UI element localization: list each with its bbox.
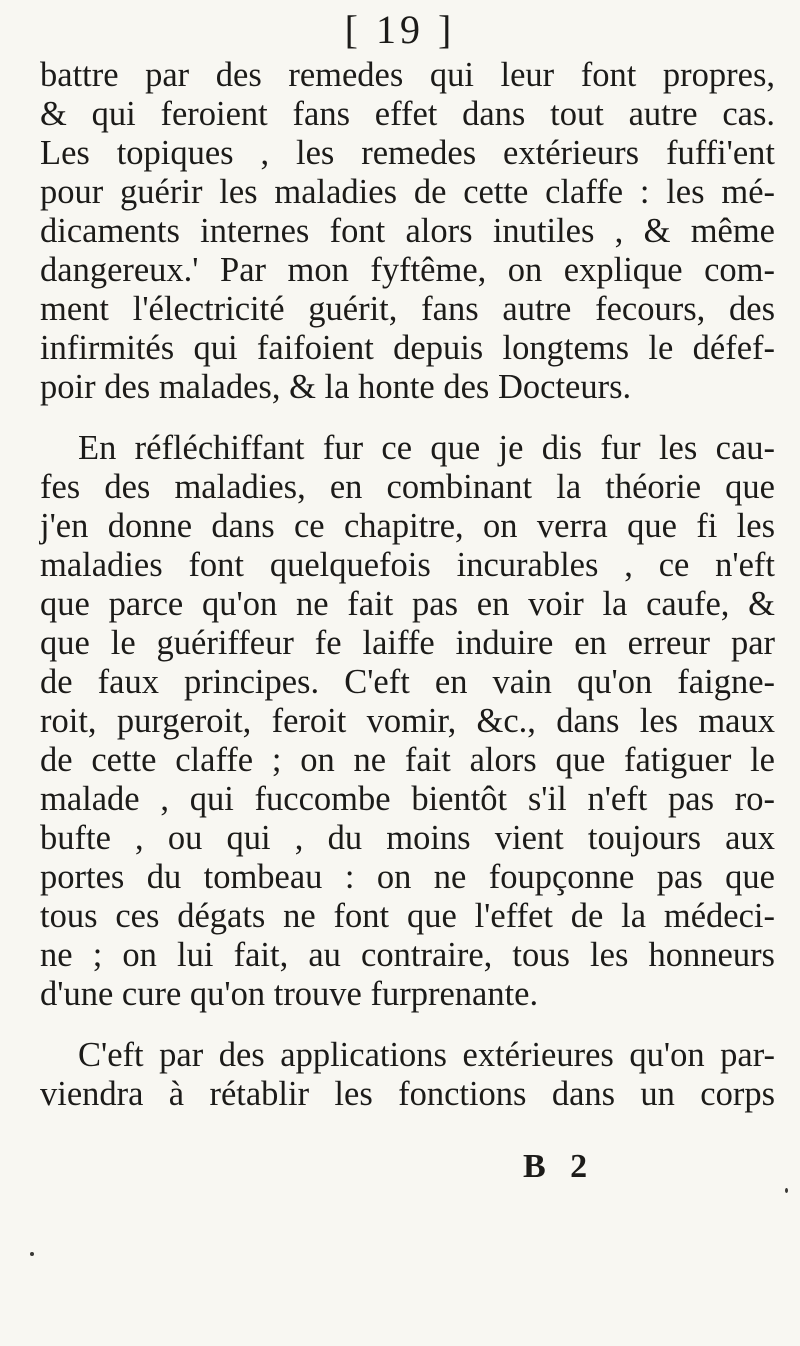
- text-line: infirmités qui faifoient depuis longtems le défef-: [40, 329, 775, 367]
- text-line: dangereux.' Par mon fyftême, on explique com-: [40, 251, 775, 289]
- text-line: portes du tombeau : on ne foupçonne pas que: [40, 858, 775, 896]
- text-line: tous ces dégats ne font que l'effet de la médeci-: [40, 897, 775, 935]
- text-line: dicaments internes font alors inutiles , & même: [40, 212, 775, 250]
- text-line: j'en donne dans ce chapitre, on verra que fi les: [40, 507, 775, 545]
- text-line: battre par des remedes qui leur font propres,: [40, 56, 775, 94]
- text-line: C'eft par des applications extérieures qu'on par-: [78, 1036, 775, 1074]
- text-line: pour guérir les maladies de cette claffe : les mé-: [40, 173, 775, 211]
- text-line: maladies font quelquefois incurables , ce n'eft: [40, 546, 775, 584]
- signature-mark: B 2: [523, 1148, 596, 1185]
- ink-speck: [30, 1252, 34, 1256]
- text-line: En réfléchiffant fur ce que je dis fur les cau-: [78, 429, 775, 467]
- page-text: [40, 56, 775, 1114]
- paragraph-3: [40, 1036, 775, 1114]
- text-line: ment l'électricité guérit, fans autre fecours, des: [40, 290, 775, 328]
- text-line: roit, purgeroit, feroit vomir, &c., dans les maux: [40, 702, 775, 740]
- text-line: que le guériffeur fe laiffe induire en erreur par: [40, 624, 775, 662]
- paragraph-2: [40, 429, 775, 1014]
- text-line: bufte , ou qui , du moins vient toujours aux: [40, 819, 775, 857]
- text-line: poir des malades, & la honte des Docteurs.: [40, 368, 632, 406]
- ink-speck: [785, 1188, 788, 1193]
- page-number-header: [ 19 ]: [344, 7, 456, 52]
- text-line: que parce qu'on ne fait pas en voir la caufe, &: [40, 585, 775, 623]
- text-line: de cette claffe ; on ne fait alors que fatiguer le: [40, 741, 775, 779]
- text-line: fes des maladies, en combinant la théorie que: [40, 468, 775, 506]
- text-line: de faux principes. C'eft en vain qu'on faigne-: [40, 663, 775, 701]
- text-line: viendra à rétablir les fonctions dans un corps: [40, 1075, 775, 1113]
- text-line: d'une cure qu'on trouve furprenante.: [40, 975, 539, 1013]
- text-line: Les topiques , les remedes extérieurs fuffi'ent: [40, 134, 775, 172]
- text-line: ne ; on lui fait, au contraire, tous les honneurs: [40, 936, 775, 974]
- text-line: malade , qui fuccombe bientôt s'il n'eft pas ro-: [40, 780, 775, 818]
- paragraph-1: [40, 56, 775, 407]
- text-line: & qui feroient fans effet dans tout autre cas.: [40, 95, 775, 133]
